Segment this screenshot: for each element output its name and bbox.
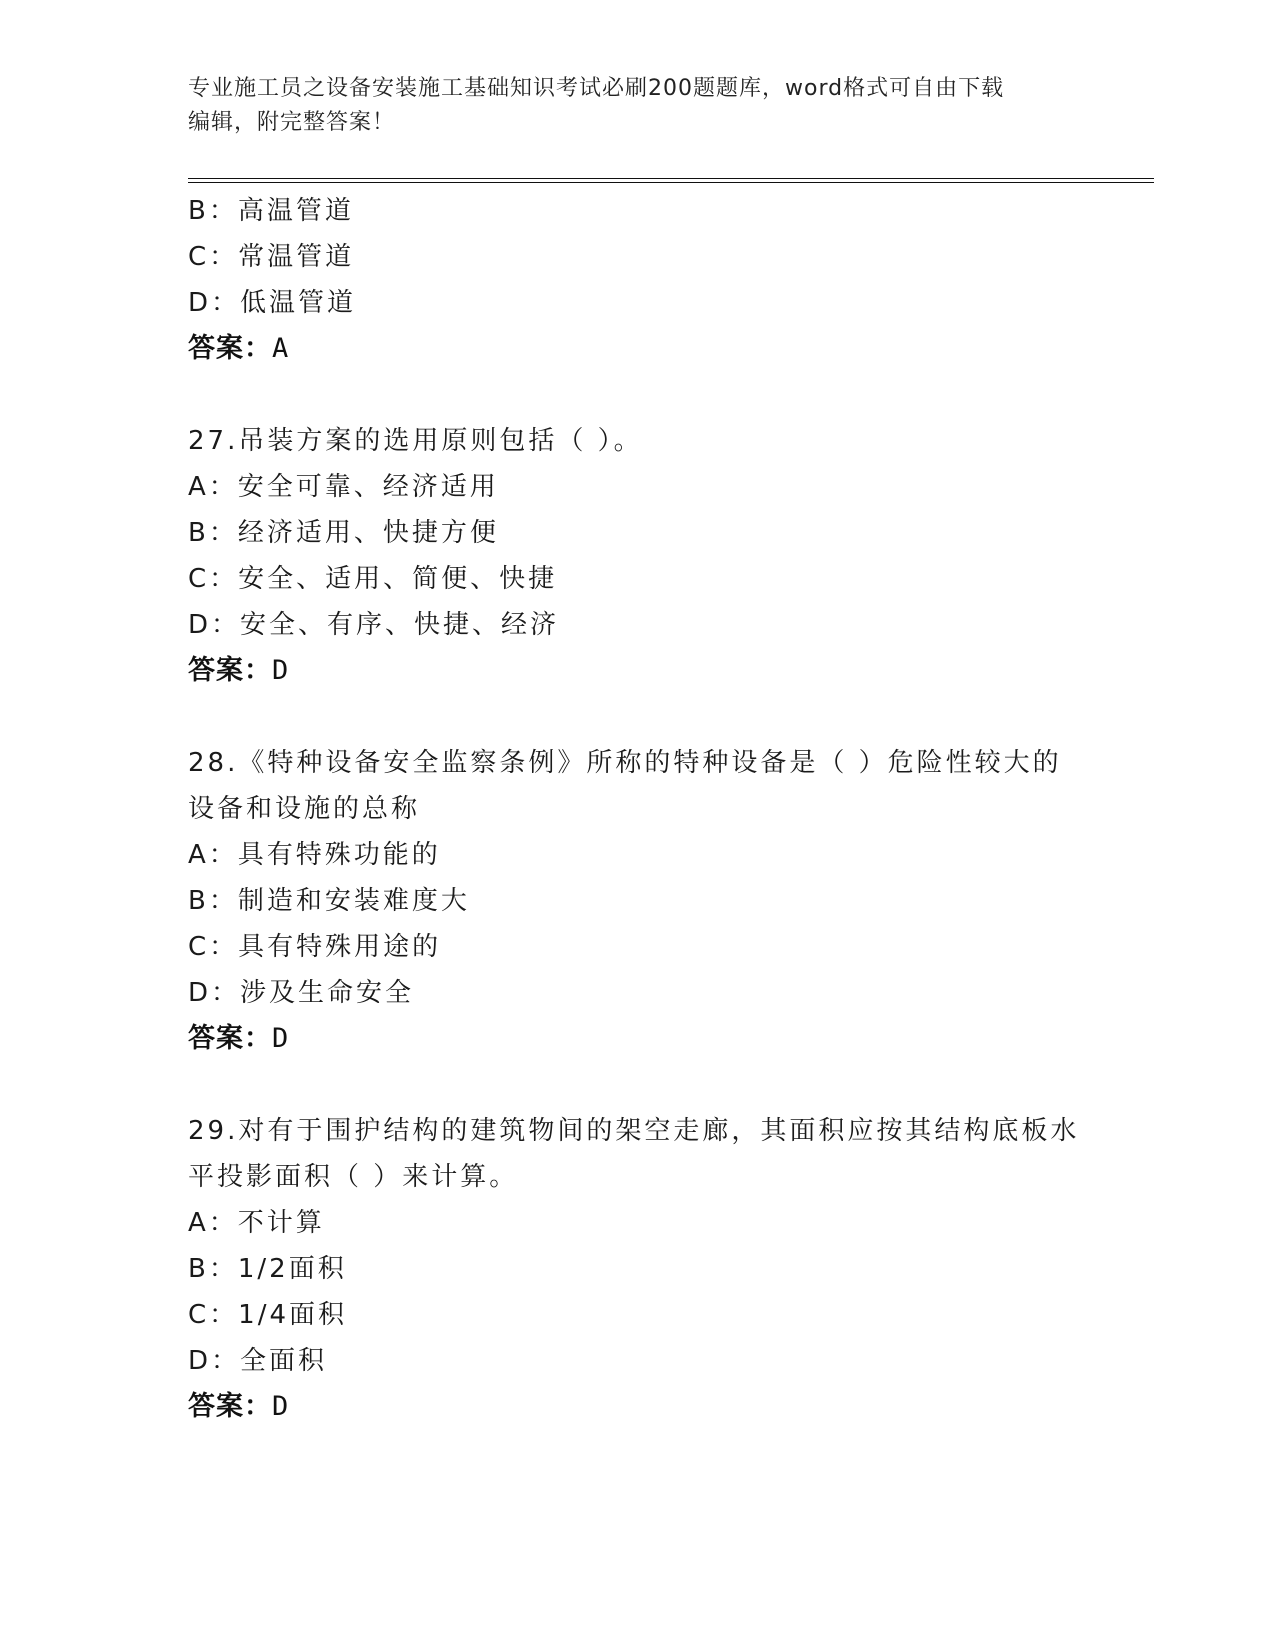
- option-c: C：常温管道: [188, 242, 355, 272]
- option-b: B：制造和安装难度大: [188, 886, 470, 916]
- spacer: [188, 372, 1088, 418]
- question-text-line-1: 29.对有于围护结构的建筑物间的架空走廊，其面积应按其结构底板水: [188, 1116, 1080, 1146]
- document-header: [188, 72, 1088, 140]
- option-a: A：不计算: [188, 1208, 325, 1238]
- header-divider: [188, 178, 1154, 183]
- spacer: [188, 1062, 1088, 1108]
- question-28: [188, 740, 1088, 1062]
- option-c: C：1/4面积: [188, 1300, 348, 1330]
- question-text-line-1: 28.《特种设备安全监察条例》所称的特种设备是（ ）危险性较大的: [188, 748, 1062, 778]
- option-b: B：高温管道: [188, 196, 354, 226]
- option-d: D：涉及生命安全: [188, 978, 415, 1008]
- question-text-line-2: 平投影面积（ ）来计算。: [188, 1162, 519, 1192]
- question-26-continued: [188, 188, 1088, 372]
- option-d: D：全面积: [188, 1346, 328, 1376]
- answer: 答案：A: [188, 333, 290, 364]
- spacer: [188, 694, 1088, 740]
- option-c: C：具有特殊用途的: [188, 932, 442, 962]
- answer: 答案：D: [188, 1023, 290, 1054]
- header-line-1: 专业施工员之设备安装施工基础知识考试必刷200题题库，word格式可自由下载: [188, 76, 1005, 101]
- option-d: D：安全、有序、快捷、经济: [188, 610, 560, 640]
- question-text-line-2: 设备和设施的总称: [188, 794, 421, 824]
- option-b: B：1/2面积: [188, 1254, 347, 1284]
- document-body: [188, 188, 1088, 1430]
- option-d: D：低温管道: [188, 288, 357, 318]
- question-29: [188, 1108, 1088, 1430]
- question-27: [188, 418, 1088, 694]
- option-b: B：经济适用、快捷方便: [188, 518, 499, 548]
- question-text: 27.吊装方案的选用原则包括（ ）。: [188, 426, 643, 456]
- answer: 答案：D: [188, 1391, 290, 1422]
- option-a: A：安全可靠、经济适用: [188, 472, 499, 502]
- header-line-2: 编辑，附完整答案！: [188, 110, 396, 135]
- option-a: A：具有特殊功能的: [188, 840, 441, 870]
- option-c: C：安全、适用、简便、快捷: [188, 564, 558, 594]
- answer: 答案：D: [188, 655, 290, 686]
